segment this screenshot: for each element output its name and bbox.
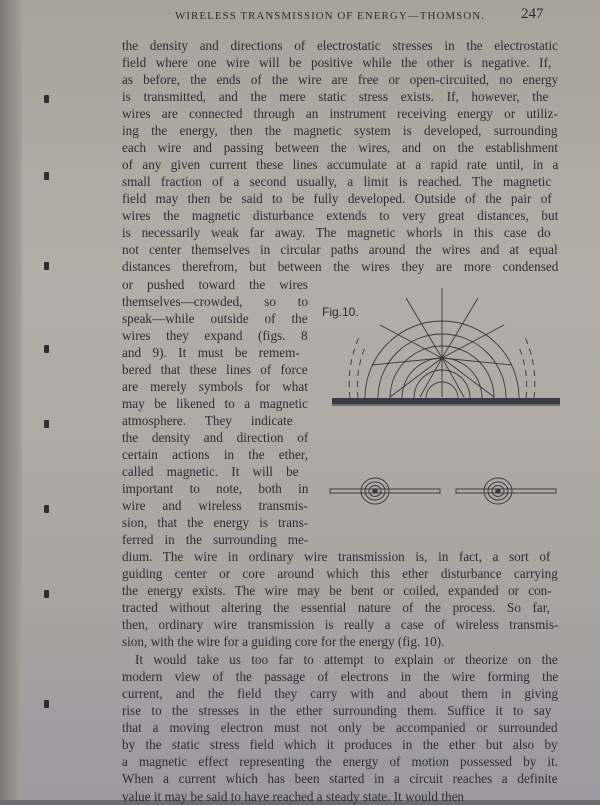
text-line: by the static stress field which it produces in the ether but also by	[122, 737, 558, 752]
text-line: the density and directions of electrostatic stresses in the electrostatic	[122, 38, 558, 53]
text-line: atmosphere. They indicate	[122, 413, 293, 428]
text-line: field may then be said to be fully developed. Outside of the pair of	[122, 191, 552, 206]
text-line: guiding center or core around which this ether disturbance carrying	[122, 566, 558, 581]
text-line: ing the energy, then the magnetic system is developed, surrounding	[122, 123, 558, 138]
text-line: not center themselves in circular paths around the wires and at equal	[122, 242, 558, 257]
binding-stitch	[44, 700, 49, 708]
binding-stitch	[44, 262, 49, 270]
text-line: value it may be said to have reached a steady state. It would then	[122, 789, 465, 804]
text-line: speak—while outside of the	[122, 311, 308, 326]
text-line: modern view of the passage of electrons in the wire forming the	[122, 669, 559, 684]
page-gutter	[0, 0, 22, 800]
text-line: small fraction of a second usually, a limit is reached. The magnetic	[122, 174, 552, 189]
text-line: of any given current these lines accumulate at a rapid rate until, in a	[122, 157, 559, 172]
text-line: or pushed toward the wires	[122, 277, 308, 292]
text-line: are merely symbols for what	[122, 379, 308, 394]
text-line: a magnetic effect representing the energy of motion possessed by it.	[122, 754, 559, 769]
text-line: is transmitted, and the mere static stress exists. If, however, the	[122, 89, 549, 104]
text-line: distances therefrom, but between the wires they are more condensed	[122, 259, 559, 274]
text-line: dium. The wire in ordinary wire transmission is, in fact, a sort of	[122, 549, 551, 564]
text-line: is necessarily weak far away. The magnetic whorls in this case do	[122, 225, 551, 240]
running-header: WIRELESS TRANSMISSION OF ENERGY—THOMSON.	[175, 10, 485, 22]
text-line: may be likened to a magnetic	[122, 396, 308, 411]
text-line: sion, with the wire for a guiding core for the energy (fig. 10).	[122, 634, 445, 649]
text-line: and 9). It must be remem-	[122, 345, 300, 360]
binding-stitch	[44, 95, 49, 103]
text-line: called magnetic. It will be	[122, 464, 299, 479]
figure-label: Fig.10.	[322, 305, 359, 319]
binding-stitch	[44, 505, 49, 513]
text-line: wires they expand (figs. 8	[122, 328, 308, 343]
text-line: field where one wire will be positive while the other is negative. If,	[122, 55, 552, 70]
text-line: bered that these lines of force	[122, 362, 308, 377]
text-line: ferred in the surrounding me-	[122, 532, 309, 547]
text-line: important to note, both in	[122, 481, 309, 496]
binding-stitch	[44, 420, 49, 428]
text-line: then, ordinary wire transmission is really a case of wireless transmis-	[122, 617, 559, 632]
text-line: rise to the stresses in the ether surrounding them. Suffice it to say	[122, 703, 552, 718]
text-line: each wire and passing between the wires, and on the establishment	[122, 140, 558, 155]
text-line: wire and wireless transmis-	[122, 498, 308, 513]
text-line: the density and direction of	[122, 430, 309, 445]
text-line: certain actions in the ether,	[122, 447, 308, 462]
text-line: themselves—crowded, so to	[122, 294, 309, 309]
binding-stitch	[44, 172, 49, 180]
text-line: It would take us too far to attempt to explain or theorize on the	[135, 652, 558, 667]
page-number: 247	[521, 6, 544, 22]
text-line: current, and the field they carry with and about them in giving	[122, 686, 559, 701]
text-line: wires are connected through an instrument receiving energy or utiliz-	[122, 106, 558, 121]
text-line: the energy exists. The wire may be bent or coiled, expanded or con-	[122, 583, 552, 598]
text-line: When a current which has been started in a circuit reaches a definite	[122, 771, 558, 786]
text-line: that a moving electron must not only be accompanied or surrounded	[122, 720, 558, 735]
text-line: sion, that the energy is trans-	[122, 515, 309, 530]
binding-stitch	[44, 345, 49, 353]
binding-stitch	[44, 590, 49, 598]
text-line: tracted without altering the essential nature of the process. So far,	[122, 600, 550, 615]
text-line: wires the magnetic disturbance extends to very great distances, but	[122, 208, 559, 223]
figure-10-magnetic-field-diagram	[320, 270, 570, 510]
text-line: as before, the ends of the wire are free or open-circuited, no energy	[122, 72, 559, 87]
